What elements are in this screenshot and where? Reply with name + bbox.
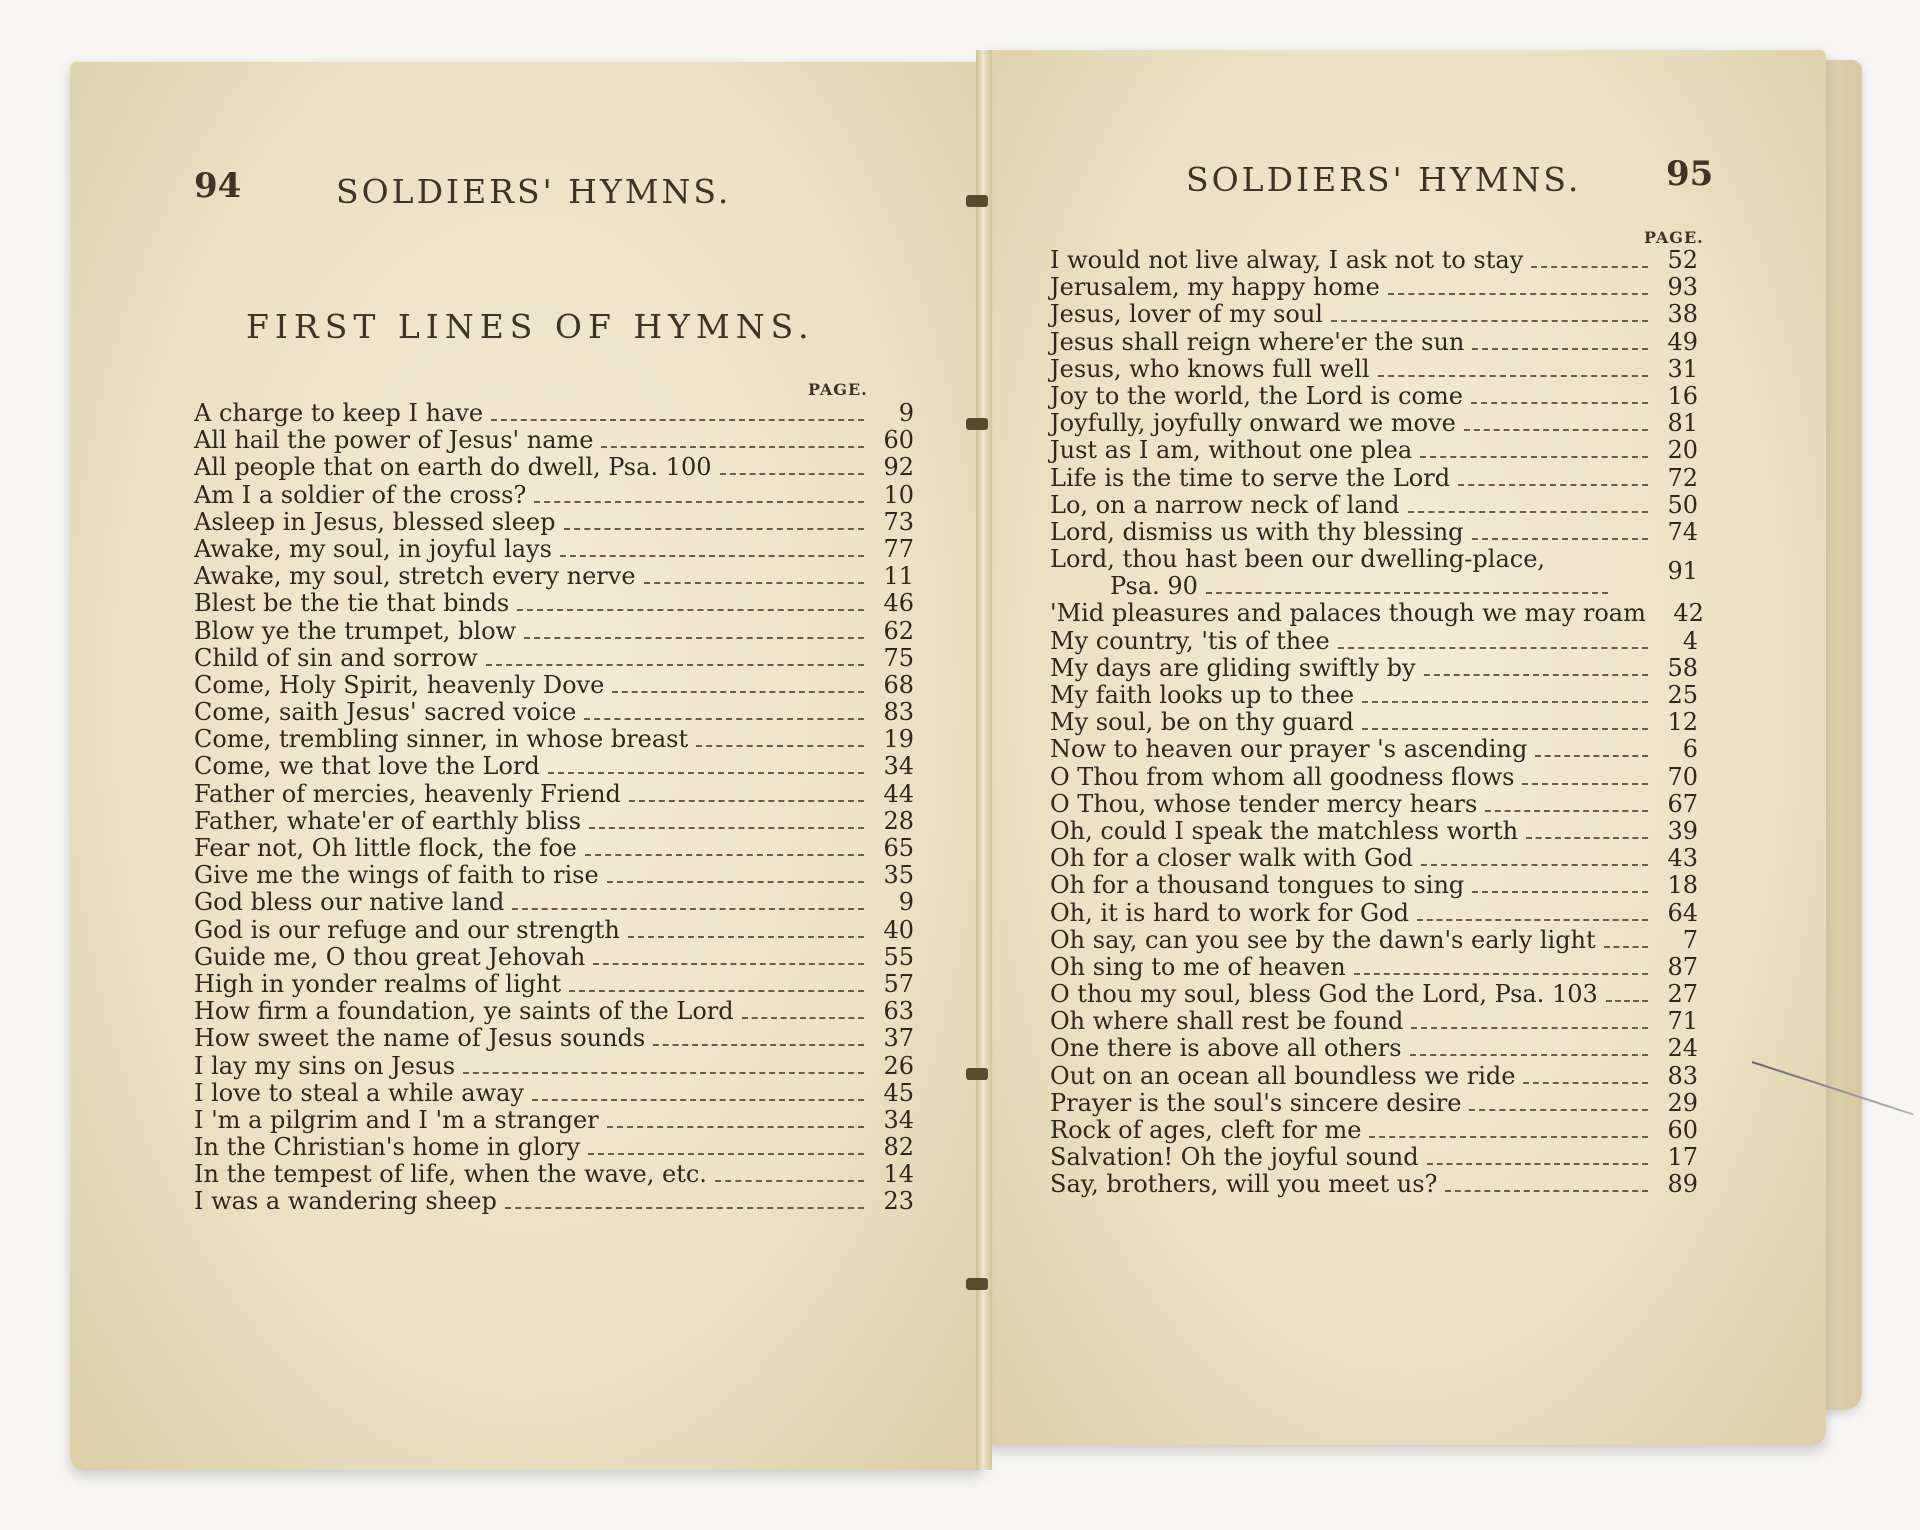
dot-leader bbox=[1420, 456, 1648, 458]
hymn-first-line: How sweet the name of Jesus sounds bbox=[194, 1024, 646, 1053]
hymn-entry bbox=[1050, 926, 1698, 953]
hymn-page-number: 14 bbox=[883, 1160, 914, 1189]
hymn-entry bbox=[1050, 1062, 1698, 1089]
hymn-entry bbox=[194, 1187, 914, 1214]
hymn-entry bbox=[194, 916, 914, 943]
hymn-index-list-right bbox=[1050, 246, 1704, 1199]
hymn-page-number: 25 bbox=[1667, 681, 1698, 709]
hymn-entry bbox=[1050, 1089, 1698, 1116]
dot-leader bbox=[1458, 484, 1648, 486]
hymn-entry bbox=[1050, 436, 1698, 463]
hymn-entry bbox=[194, 1106, 914, 1133]
book-gutter bbox=[976, 50, 992, 1470]
binding-stitch bbox=[966, 1068, 988, 1080]
hymn-page-number: 91 bbox=[1667, 557, 1698, 586]
hymn-page-number: 44 bbox=[883, 779, 914, 808]
dot-leader bbox=[644, 582, 864, 584]
hymn-entry bbox=[194, 943, 914, 970]
hymn-page-number: 60 bbox=[883, 426, 914, 455]
dot-leader bbox=[524, 637, 864, 639]
hymn-entry bbox=[1050, 246, 1698, 273]
hymn-entry bbox=[1050, 1034, 1698, 1061]
page-column-header-right: PAGE. bbox=[1644, 228, 1704, 247]
dot-leader bbox=[1531, 266, 1648, 268]
dot-leader bbox=[517, 609, 864, 611]
dot-leader bbox=[1331, 320, 1648, 322]
hymn-first-line: A charge to keep I have bbox=[194, 399, 484, 427]
hymn-page-number: 24 bbox=[1667, 1034, 1698, 1063]
hymn-entry bbox=[194, 1133, 914, 1160]
hymn-page-number: 20 bbox=[1667, 436, 1698, 465]
hymn-page-number: 17 bbox=[1667, 1143, 1698, 1172]
binding-stitch bbox=[966, 195, 988, 207]
page-column-header-left: PAGE. bbox=[808, 380, 868, 399]
hymn-page-number: 83 bbox=[1667, 1061, 1698, 1090]
hymn-page-number: 40 bbox=[883, 915, 914, 944]
hymn-page-number: 57 bbox=[883, 969, 914, 998]
dot-leader bbox=[491, 419, 864, 421]
hymn-entry bbox=[1050, 654, 1698, 681]
hymn-page-number: 75 bbox=[883, 643, 914, 672]
hymn-first-line: My country, 'tis of thee bbox=[1050, 626, 1330, 655]
hymn-page-number: 12 bbox=[1667, 708, 1698, 737]
hymn-entry bbox=[1050, 355, 1698, 382]
hymn-first-line: Jesus, lover of my soul bbox=[1050, 300, 1323, 329]
hymn-first-line: Jesus, who knows full well bbox=[1050, 354, 1370, 383]
hymn-entry bbox=[1050, 953, 1698, 980]
hymn-page-number: 26 bbox=[883, 1051, 914, 1080]
hymn-page-number: 27 bbox=[1667, 980, 1698, 1009]
hymn-entry bbox=[1050, 599, 1704, 628]
hymn-first-line: My soul, be on thy guard bbox=[1050, 708, 1354, 737]
hymn-first-line: Blow ye the trumpet, blow bbox=[194, 616, 517, 645]
hymn-page-number: 7 bbox=[1682, 925, 1698, 954]
dot-leader bbox=[696, 745, 864, 747]
hymn-first-line: I was a wandering sheep bbox=[194, 1187, 497, 1216]
dot-leader bbox=[628, 936, 864, 938]
hymn-first-line: Say, brothers, will you meet us? bbox=[1050, 1170, 1438, 1199]
hymn-page-number: 9 bbox=[898, 888, 914, 917]
binding-stitch bbox=[966, 1278, 988, 1290]
dot-leader bbox=[584, 718, 864, 720]
hymn-page-number: 92 bbox=[883, 453, 914, 482]
hymn-page-number: 45 bbox=[883, 1078, 914, 1107]
binding-stitch bbox=[966, 418, 988, 430]
dot-leader bbox=[1338, 647, 1648, 649]
hymn-page-number: 70 bbox=[1667, 762, 1698, 791]
dot-leader bbox=[1472, 538, 1648, 540]
hymn-first-line: I lay my sins on Jesus bbox=[194, 1051, 456, 1080]
hymn-first-line: I love to steal a while away bbox=[194, 1078, 524, 1107]
hymn-entry bbox=[1050, 627, 1698, 654]
hymn-entry bbox=[1050, 409, 1698, 436]
dot-leader bbox=[1522, 783, 1648, 785]
hymn-page-number: 29 bbox=[1667, 1088, 1698, 1117]
hymn-entry bbox=[194, 807, 914, 834]
hymn-entry bbox=[194, 644, 914, 671]
hymn-entry bbox=[194, 725, 914, 752]
hymn-page-number: 65 bbox=[883, 834, 914, 862]
page-edges bbox=[1820, 60, 1862, 1410]
hymn-page-number: 11 bbox=[883, 562, 914, 591]
dot-leader bbox=[1464, 429, 1648, 431]
hymn-page-number: 82 bbox=[883, 1133, 914, 1162]
dot-leader bbox=[548, 772, 864, 774]
hymn-first-line: Rock of ages, cleft for me bbox=[1050, 1116, 1362, 1144]
hymn-page-number: 38 bbox=[1667, 300, 1698, 329]
hymn-page-number: 60 bbox=[1667, 1116, 1698, 1144]
hymn-entry bbox=[194, 997, 914, 1024]
hymn-first-line: I 'm a pilgrim and I 'm a stranger bbox=[194, 1105, 599, 1134]
hymn-first-line: My days are gliding swiftly by bbox=[1050, 653, 1416, 682]
dot-leader bbox=[1410, 1054, 1648, 1056]
hymn-first-line: Just as I am, without one plea bbox=[1050, 436, 1413, 465]
hymn-page-number: 19 bbox=[883, 725, 914, 754]
dot-leader bbox=[1606, 1000, 1648, 1002]
hymn-first-line: Fear not, Oh little flock, the foe bbox=[194, 834, 577, 862]
hymn-first-line: Lord, dismiss us with thy blessing bbox=[1050, 517, 1464, 546]
hymn-entry bbox=[1050, 518, 1698, 545]
hymn-page-number: 62 bbox=[883, 616, 914, 645]
hymn-first-line: Lord, thou hast been our dwelling-place, bbox=[1050, 545, 1546, 574]
hymn-first-line: Prayer is the soul's sincere desire bbox=[1050, 1088, 1462, 1117]
dot-leader bbox=[1472, 348, 1648, 350]
hymn-entry bbox=[1050, 1170, 1698, 1197]
dot-leader bbox=[1362, 701, 1648, 703]
hymn-first-line: Awake, my soul, stretch every nerve bbox=[194, 562, 636, 591]
hymn-first-line: In the Christian's home in glory bbox=[194, 1133, 581, 1162]
dot-leader bbox=[569, 990, 864, 992]
dot-leader bbox=[715, 1180, 864, 1182]
hymn-entry bbox=[194, 481, 914, 508]
hymn-page-number: 58 bbox=[1667, 653, 1698, 682]
hymn-entry bbox=[1050, 790, 1698, 817]
hymn-first-line: Father of mercies, heavenly Friend bbox=[194, 779, 621, 808]
hymn-page-number: 50 bbox=[1667, 490, 1698, 519]
dot-leader bbox=[1523, 1082, 1648, 1084]
hymn-page-number: 37 bbox=[883, 1024, 914, 1053]
hymn-entry bbox=[1050, 708, 1698, 735]
hymn-first-line: Give me the wings of faith to rise bbox=[194, 861, 599, 890]
hymn-first-line: Joy to the world, the Lord is come bbox=[1050, 381, 1463, 410]
hymn-page-number: 72 bbox=[1667, 463, 1698, 492]
dot-leader bbox=[463, 1072, 864, 1074]
dot-leader bbox=[1485, 810, 1648, 812]
hymn-first-line: Salvation! Oh the joyful sound bbox=[1050, 1143, 1419, 1172]
hymn-page-number: 9 bbox=[898, 399, 914, 427]
hymn-first-line: 'Mid pleasures and palaces though we may roam bbox=[1050, 599, 1646, 628]
dot-leader bbox=[505, 1207, 864, 1209]
dot-leader bbox=[1604, 946, 1648, 948]
hymn-first-line: O thou my soul, bless God the Lord, Psa. 103 bbox=[1050, 980, 1598, 1009]
dot-leader bbox=[589, 827, 864, 829]
hymn-entry bbox=[194, 426, 914, 453]
hymn-entry bbox=[1050, 491, 1698, 518]
hymn-entry bbox=[194, 399, 914, 426]
hymn-entry bbox=[194, 888, 914, 915]
hymn-first-line: Oh sing to me of heaven bbox=[1050, 952, 1346, 981]
hymn-first-line: O Thou from whom all goodness flows bbox=[1050, 762, 1515, 791]
hymn-entry bbox=[194, 508, 914, 535]
hymn-entry bbox=[194, 1024, 914, 1051]
hymn-entry bbox=[1050, 1007, 1698, 1034]
hymn-page-number: 71 bbox=[1667, 1007, 1698, 1036]
hymn-first-line: In the tempest of life, when the wave, etc. bbox=[194, 1160, 707, 1189]
hymn-entry bbox=[1050, 328, 1698, 355]
dot-leader bbox=[564, 528, 865, 530]
dot-leader bbox=[534, 501, 864, 503]
hymn-page-number: 55 bbox=[883, 942, 914, 971]
hymn-page-number: 43 bbox=[1667, 844, 1698, 873]
hymn-first-line: Joyfully, joyfully onward we move bbox=[1050, 409, 1456, 438]
hymn-first-line: Now to heaven our prayer 's ascending bbox=[1050, 735, 1528, 764]
hymn-first-line: All people that on earth do dwell, Psa. 100 bbox=[194, 453, 712, 482]
hymn-first-line: Jerusalem, my happy home bbox=[1050, 273, 1380, 302]
dot-leader bbox=[612, 691, 864, 693]
hymn-entry bbox=[194, 671, 914, 698]
dot-leader bbox=[1526, 837, 1648, 839]
hymn-first-line: Jesus shall reign where'er the sun bbox=[1050, 327, 1465, 356]
hymn-entry bbox=[1050, 300, 1698, 327]
hymn-page-number: 16 bbox=[1667, 381, 1698, 410]
running-head-right: SOLDIERS' HYMNS. bbox=[1186, 160, 1582, 199]
dot-leader bbox=[1445, 1190, 1648, 1192]
running-head-left: SOLDIERS' HYMNS. bbox=[336, 172, 732, 211]
hymn-entry bbox=[194, 453, 914, 480]
hymn-page-number: 49 bbox=[1667, 327, 1698, 356]
dot-leader bbox=[601, 446, 864, 448]
hymn-first-line: Child of sin and sorrow bbox=[194, 643, 478, 672]
dot-leader bbox=[653, 1044, 864, 1046]
hymn-entry bbox=[1050, 382, 1698, 409]
hymn-entry bbox=[194, 780, 914, 807]
hymn-page-number: 39 bbox=[1667, 816, 1698, 845]
hymn-first-line: Blest be the tie that binds bbox=[194, 589, 510, 618]
hymn-page-number: 18 bbox=[1667, 871, 1698, 900]
hymn-page-number: 34 bbox=[883, 1105, 914, 1134]
hymn-page-number: 42 bbox=[1673, 599, 1704, 628]
hymn-page-number: 35 bbox=[883, 861, 914, 890]
dot-leader bbox=[607, 881, 864, 883]
hymn-entry bbox=[1050, 464, 1698, 491]
hymn-entry bbox=[1050, 980, 1698, 1007]
dot-leader bbox=[1354, 973, 1648, 975]
dot-leader bbox=[1535, 755, 1648, 757]
hymn-first-line: Oh say, can you see by the dawn's early light bbox=[1050, 925, 1596, 954]
hymn-page-number: 28 bbox=[883, 806, 914, 835]
hymn-page-number: 89 bbox=[1667, 1170, 1698, 1199]
dot-leader bbox=[720, 473, 865, 475]
hymn-page-number: 46 bbox=[883, 589, 914, 618]
hymn-first-line: Am I a soldier of the cross? bbox=[194, 480, 527, 509]
page-number-right: 95 bbox=[1666, 154, 1714, 194]
hymn-first-line: Oh where shall rest be found bbox=[1050, 1007, 1404, 1036]
hymn-entry bbox=[1050, 871, 1698, 898]
hymn-page-number: 10 bbox=[883, 480, 914, 509]
hymn-entry bbox=[1050, 273, 1698, 300]
hymn-entry bbox=[1050, 1143, 1698, 1170]
hymn-first-line: Oh for a closer walk with God bbox=[1050, 844, 1413, 873]
hymn-page-number: 6 bbox=[1682, 735, 1698, 764]
hymn-page-number: 68 bbox=[883, 670, 914, 699]
hymn-page-number: 23 bbox=[883, 1187, 914, 1216]
hymn-first-line: Oh, it is hard to work for God bbox=[1050, 898, 1409, 927]
hymn-page-number: 81 bbox=[1667, 409, 1698, 438]
dot-leader bbox=[607, 1126, 864, 1128]
hymn-page-number: 67 bbox=[1667, 789, 1698, 818]
hymn-first-line: My faith looks up to thee bbox=[1050, 681, 1355, 709]
hymn-first-line: How firm a foundation, ye saints of the Lord bbox=[194, 997, 734, 1026]
dot-leader bbox=[560, 555, 864, 557]
dot-leader bbox=[1472, 891, 1648, 893]
hymn-first-line: One there is above all others bbox=[1050, 1034, 1402, 1063]
hymn-first-line: Come, saith Jesus' sacred voice bbox=[194, 698, 577, 727]
hymn-page-number: 63 bbox=[883, 997, 914, 1026]
hymn-first-line: Come, we that love the Lord bbox=[194, 752, 540, 781]
hymn-first-line: Asleep in Jesus, blessed sleep bbox=[194, 507, 556, 536]
dot-leader bbox=[742, 1017, 864, 1019]
hymn-first-line: High in yonder realms of light bbox=[194, 969, 562, 998]
hymn-first-line: God is our refuge and our strength bbox=[194, 915, 620, 944]
dot-leader bbox=[1469, 1109, 1648, 1111]
hymn-entry bbox=[1050, 844, 1698, 871]
dot-leader bbox=[1378, 375, 1648, 377]
hymn-first-line: Oh, could I speak the matchless worth bbox=[1050, 816, 1519, 845]
hymn-page-number: 74 bbox=[1667, 517, 1698, 546]
hymn-entry bbox=[194, 1160, 914, 1187]
hymn-first-line: Come, Holy Spirit, heavenly Dove bbox=[194, 670, 605, 699]
page-number-left: 94 bbox=[194, 166, 242, 206]
hymn-entry bbox=[194, 1052, 914, 1079]
hymn-page-number: 77 bbox=[883, 534, 914, 563]
hymn-first-line: Life is the time to serve the Lord bbox=[1050, 463, 1451, 492]
index-title: FIRST LINES OF HYMNS. bbox=[246, 307, 815, 346]
hymn-page-number: 93 bbox=[1667, 273, 1698, 302]
hymn-entry bbox=[194, 834, 914, 861]
right-page bbox=[986, 50, 1826, 1445]
hymn-page-number: 34 bbox=[883, 752, 914, 781]
dot-leader bbox=[1421, 864, 1648, 866]
hymn-entry bbox=[194, 861, 914, 888]
hymn-first-line: Lo, on a narrow neck of land bbox=[1050, 490, 1400, 519]
hymn-page-number: 64 bbox=[1667, 898, 1698, 927]
dot-leader bbox=[1388, 293, 1648, 295]
hymn-entry bbox=[1050, 735, 1698, 762]
hymn-entry bbox=[1050, 681, 1698, 708]
hymn-entry bbox=[1050, 899, 1698, 926]
left-page bbox=[70, 62, 982, 1470]
hymn-entry bbox=[1050, 817, 1698, 844]
dot-leader bbox=[1369, 1136, 1648, 1138]
dot-leader bbox=[1411, 1027, 1648, 1029]
dot-leader bbox=[593, 963, 864, 965]
hymn-page-number: 87 bbox=[1667, 952, 1698, 981]
hymn-first-line: Oh for a thousand tongues to sing bbox=[1050, 871, 1465, 900]
dot-leader bbox=[486, 664, 864, 666]
dot-leader bbox=[629, 800, 864, 802]
dot-leader bbox=[1417, 919, 1648, 921]
hymn-entry bbox=[194, 562, 914, 589]
hymn-first-line: Out on an ocean all boundless we ride bbox=[1050, 1061, 1516, 1090]
hymn-entry bbox=[1050, 763, 1698, 790]
dot-leader bbox=[585, 854, 864, 856]
hymn-page-number: 83 bbox=[883, 698, 914, 727]
hymn-first-line: God bless our native land bbox=[194, 888, 505, 917]
hymn-entry-continuation bbox=[1050, 572, 1658, 599]
hymn-first-line: I would not live alway, I ask not to stay bbox=[1050, 246, 1524, 274]
hymn-page-number: 73 bbox=[883, 507, 914, 536]
hymn-page-number: 4 bbox=[1682, 626, 1698, 655]
dot-leader bbox=[1424, 674, 1648, 676]
hymn-first-line: Guide me, O thou great Jehovah bbox=[194, 942, 586, 971]
dot-leader bbox=[1206, 592, 1608, 594]
dot-leader bbox=[588, 1153, 864, 1155]
hymn-entry bbox=[194, 698, 914, 725]
hymn-page-number: 31 bbox=[1667, 354, 1698, 383]
hymn-first-line: Father, whate'er of earthly bliss bbox=[194, 806, 582, 835]
hymn-entry bbox=[194, 752, 914, 779]
hymn-first-line: Awake, my soul, in joyful lays bbox=[194, 534, 552, 563]
dot-leader bbox=[512, 908, 864, 910]
hymn-entry bbox=[1050, 1116, 1698, 1143]
hymn-page-number: 52 bbox=[1667, 246, 1698, 274]
dot-leader bbox=[1427, 1163, 1648, 1165]
hymn-index-list-left bbox=[194, 399, 914, 1215]
hymn-entry bbox=[194, 617, 914, 644]
hymn-first-line: Come, trembling sinner, in whose breast bbox=[194, 725, 689, 754]
dot-leader bbox=[1408, 511, 1649, 513]
dot-leader bbox=[1471, 402, 1648, 404]
hymn-entry bbox=[194, 535, 914, 562]
hymn-entry bbox=[1050, 545, 1698, 586]
hymn-entry bbox=[194, 589, 914, 616]
hymn-entry bbox=[194, 1079, 914, 1106]
hymn-first-line: O Thou, whose tender mercy hears bbox=[1050, 789, 1478, 818]
dot-leader bbox=[1362, 728, 1648, 730]
hymn-first-line-continuation: Psa. 90 bbox=[1110, 572, 1198, 601]
hymn-first-line: All hail the power of Jesus' name bbox=[194, 426, 594, 455]
hymn-entry bbox=[194, 970, 914, 997]
dot-leader bbox=[532, 1099, 864, 1101]
